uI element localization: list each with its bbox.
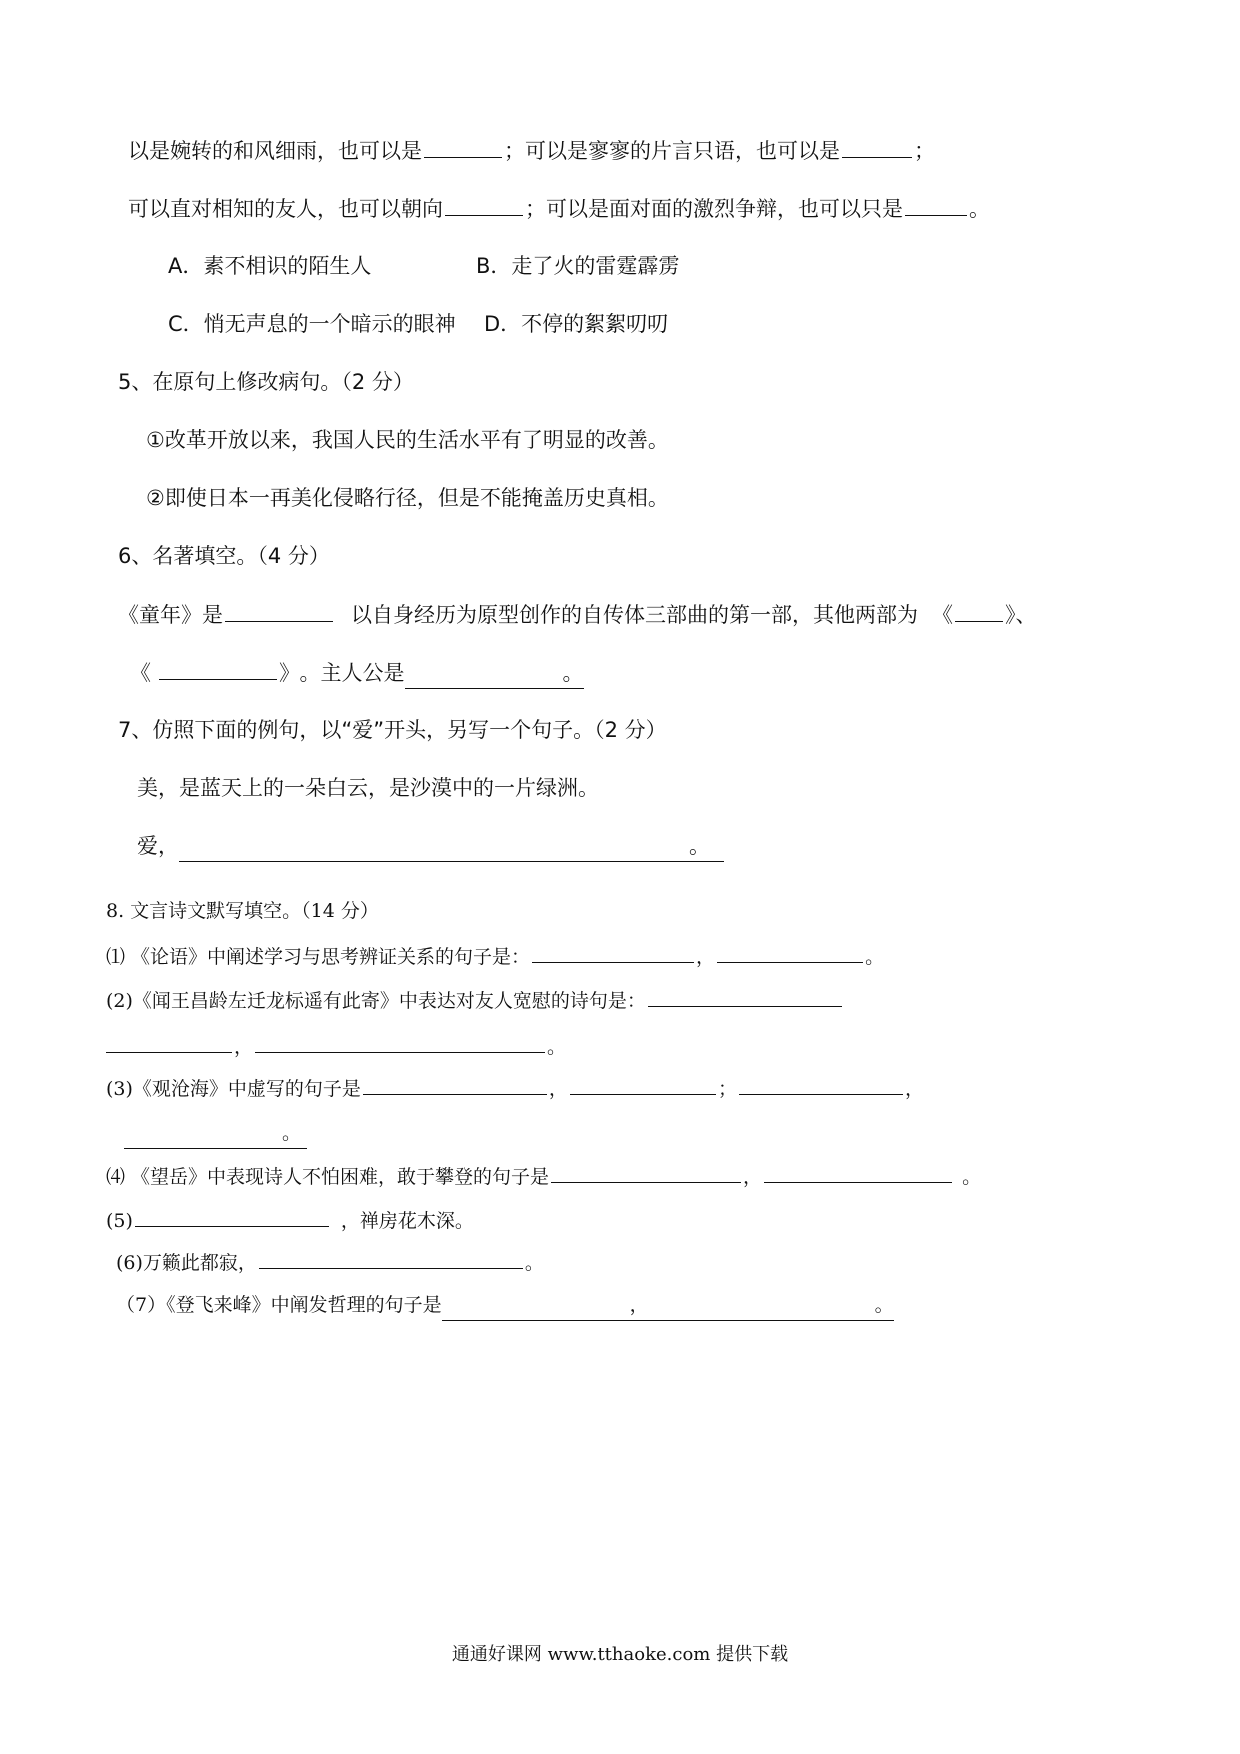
q4-line-2: 可以直对相知的友人，也可以朝向 ；可以是面对面的激烈争辩，也可以只是 。 [128,193,990,224]
answer-blank[interactable] [842,135,912,158]
answer-blank[interactable] [905,193,967,216]
answer-blank[interactable] [424,135,502,158]
q7-answer-line: 爱， 。 [137,831,724,862]
q4-line-1: 以是婉转的和风细雨，也可以是 ；可以是寥寥的片言只语，也可以是 ； [128,135,935,166]
option-a: A．素不相识的陌生人 [168,254,372,278]
answer-blank[interactable]: 。 [179,831,724,862]
answer-blank[interactable] [363,1072,547,1095]
q8-item-1: ⑴ 《论语》中阐述学习与思考辨证关系的句子是： ， 。 [106,940,884,972]
q4-option-row-1 [168,251,679,281]
answer-blank[interactable] [764,1160,952,1183]
answer-blank[interactable]: ， 。 [442,1290,894,1321]
q5-title: 5、在原句上修改病句。（2 分） [118,370,414,394]
answer-blank[interactable] [135,1204,329,1227]
q6-title: 6、名著填空。（4 分） [118,544,330,568]
q6-line-2: 《 》 。主人公是 。 [130,657,584,689]
answer-blank[interactable] [570,1072,716,1095]
answer-blank[interactable] [106,1030,232,1053]
q7-example: 美，是蓝天上的一朵白云，是沙漠中的一片绿洲。 [137,776,599,800]
q8-item-3: (3)《观沧海》中虚写的句子是 ， ； ， [106,1072,924,1104]
answer-blank[interactable] [551,1160,741,1183]
answer-blank[interactable] [717,940,863,963]
q8-item-7: （7）《登飞来峰》中阐发哲理的句子是 ， 。 [116,1290,894,1321]
q8-title: 8. 文言诗文默写填空。（14 分） [106,900,379,922]
q8-item-2-cont: ， 。 [106,1030,566,1062]
answer-blank[interactable] [739,1072,903,1095]
answer-blank[interactable]: 。 [124,1118,307,1149]
answer-blank[interactable] [255,1030,545,1053]
answer-blank[interactable] [259,1246,523,1269]
q8-item-6: (6)万籁此都寂， 。 [116,1246,544,1278]
q8-item-5: (5) ，禅房花木深。 [106,1204,474,1236]
page-footer: 通通好课网 www.tthaoke.com 提供下载 [451,1644,789,1665]
q7-title: 7、仿照下面的例句，以“爱”开头，另写一个句子。（2 分） [118,718,667,742]
answer-blank[interactable] [159,657,277,680]
answer-blank[interactable] [648,984,842,1007]
q8-item-2: (2)《闻王昌龄左迁龙标遥有此寄》中表达对友人宽慰的诗句是： [106,984,844,1016]
answer-blank[interactable] [225,599,333,622]
q6-line-1: 《童年》是 以自身经历为原型创作的自传体三部曲的第一部，其他两部为 《 》、 [118,599,1037,630]
q5-sentence-2: ②即使日本一再美化侵略行径，但是不能掩盖历史真相。 [146,486,669,510]
q8-item-3-cont [124,1118,307,1149]
option-b: B．走了火的雷霆霹雳 [476,254,680,278]
answer-blank[interactable] [445,193,523,216]
option-d: D．不停的絮絮叨叨 [484,312,669,336]
answer-blank[interactable] [532,940,694,963]
answer-blank[interactable]: 。 [405,658,584,689]
option-c: C．悄无声息的一个暗示的眼神 [168,312,456,336]
answer-blank[interactable] [955,599,1003,622]
q5-sentence-1: ①改革开放以来，我国人民的生活水平有了明显的改善。 [146,428,669,452]
q4-option-row-2 [168,309,668,339]
q8-item-4: ⑷ 《望岳》中表现诗人不怕困难，敢于攀登的句子是 ， 。 [106,1160,981,1192]
